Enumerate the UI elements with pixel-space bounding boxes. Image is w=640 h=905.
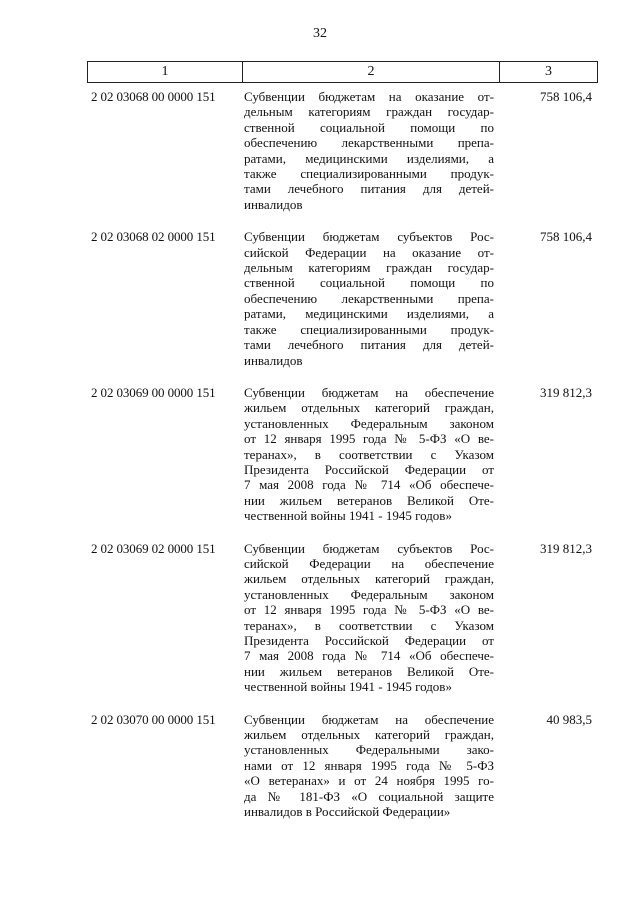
description-line: 7 мая 2008 года № 714 «Об обеспече- xyxy=(244,477,494,493)
description-line: инвалидов xyxy=(244,352,303,368)
budget-code: 2 02 03070 00 0000 151 xyxy=(91,711,216,727)
description-line: обеспечению лекарственными препа- xyxy=(244,290,494,306)
description-line: Субвенции бюджетам на обеспечение xyxy=(244,711,494,727)
description-line: тами лечебного питания для детей- xyxy=(244,337,494,353)
description-line: ственной социальной помощи по xyxy=(244,275,494,291)
header-col-2: 2 xyxy=(243,62,500,82)
table-row xyxy=(0,712,640,820)
budget-code: 2 02 03069 02 0000 151 xyxy=(91,540,216,556)
description-line: ственной социальной помощи по xyxy=(244,119,494,135)
description-line: теранах», в соответствии с Указом xyxy=(244,617,494,633)
row-description xyxy=(244,541,494,695)
description-line: от 12 января 1995 года № 5-ФЗ «О ве- xyxy=(244,602,494,618)
budget-code: 2 02 03069 00 0000 151 xyxy=(91,384,216,400)
description-line: сийской Федерации на обеспечение xyxy=(244,555,494,571)
row-amount: 319 812,3 xyxy=(540,384,592,400)
description-line: теранах», в соответствии с Указом xyxy=(244,446,494,462)
description-line: нами от 12 января 1995 года № 5-ФЗ xyxy=(244,757,494,773)
table-row xyxy=(0,385,640,524)
description-line: 7 мая 2008 года № 714 «Об обеспече- xyxy=(244,648,494,664)
row-description xyxy=(244,712,494,820)
page-number: 32 xyxy=(313,26,327,41)
description-line: обеспечению лекарственными препа- xyxy=(244,135,494,151)
row-amount: 758 106,4 xyxy=(540,229,592,245)
description-line: также специализированными продук- xyxy=(244,166,494,182)
description-line: дельным категориям граждан государ- xyxy=(244,260,494,276)
description-line: от 12 января 1995 года № 5-ФЗ «О ве- xyxy=(244,431,494,447)
table-row xyxy=(0,541,640,695)
description-line: чественной войны 1941 - 1945 годов» xyxy=(244,679,452,695)
description-line: установленных Федеральным законом xyxy=(244,415,494,431)
description-line: установленных Федеральными зако- xyxy=(244,742,494,758)
row-amount: 758 106,4 xyxy=(540,89,592,104)
row-description xyxy=(244,229,494,368)
description-line: Субвенции бюджетам субъектов Рос- xyxy=(244,540,494,556)
description-line: Субвенции бюджетам субъектов Рос- xyxy=(244,229,494,245)
description-line: Субвенции бюджетам на оказание от- xyxy=(244,89,494,104)
description-line: нии жильем ветеранов Великой Оте- xyxy=(244,663,494,679)
description-line: инвалидов в Российской Федерации» xyxy=(244,804,451,820)
row-amount: 40 983,5 xyxy=(546,711,592,727)
description-line: Субвенции бюджетам на обеспечение xyxy=(244,384,494,400)
header-col-1: 1 xyxy=(88,62,243,82)
header-col-3: 3 xyxy=(545,64,552,79)
table-body xyxy=(0,89,640,836)
row-description xyxy=(244,385,494,524)
table-row xyxy=(0,229,640,368)
description-line: нии жильем ветеранов Великой Оте- xyxy=(244,492,494,508)
description-line: установленных Федеральным законом xyxy=(244,586,494,602)
description-line: жильем отдельных категорий граждан, xyxy=(244,727,494,743)
description-line: тами лечебного питания для детей- xyxy=(244,181,494,197)
row-amount: 319 812,3 xyxy=(540,540,592,556)
description-line: да № 181-ФЗ «О социальной защите xyxy=(244,788,494,804)
description-line: сийской Федерации на оказание от- xyxy=(244,244,494,260)
table-header xyxy=(87,61,598,83)
description-line: ратами, медицинскими изделиями, а xyxy=(244,306,494,322)
table-row xyxy=(0,89,640,212)
description-line: также специализированными продук- xyxy=(244,321,494,337)
budget-code: 2 02 03068 00 0000 151 xyxy=(91,89,216,104)
description-line: жильем отдельных категорий граждан, xyxy=(244,400,494,416)
description-line: ратами, медицинскими изделиями, а xyxy=(244,150,494,166)
description-line: жильем отдельных категорий граждан, xyxy=(244,571,494,587)
description-line: инвалидов xyxy=(244,196,303,212)
description-line: «О ветеранах» и от 24 ноября 1995 го- xyxy=(244,773,494,789)
budget-code: 2 02 03068 02 0000 151 xyxy=(91,229,216,245)
description-line: Президента Российской Федерации от xyxy=(244,461,494,477)
row-description xyxy=(244,89,494,212)
description-line: Президента Российской Федерации от xyxy=(244,633,494,648)
description-line: чественной войны 1941 - 1945 годов» xyxy=(244,508,452,524)
description-line: дельным категориям граждан государ- xyxy=(244,104,494,120)
